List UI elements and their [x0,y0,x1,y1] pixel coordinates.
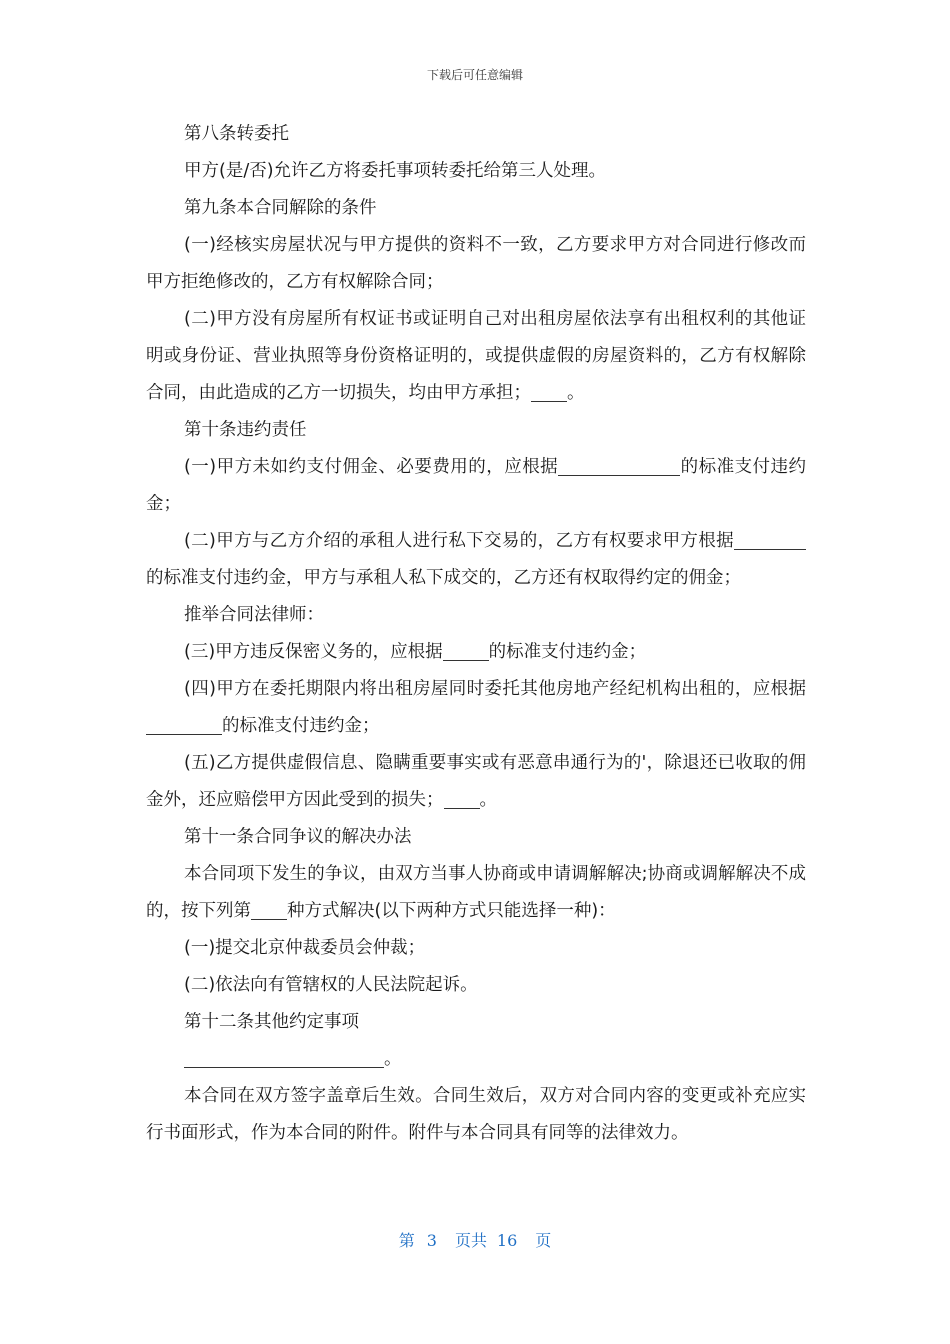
clause-end: 的标准支付违约金； [222,716,380,736]
document-body [146,116,806,1152]
article-10-clause-5 [146,745,806,819]
blank-field[interactable] [443,642,489,661]
blank-field[interactable] [184,1049,384,1068]
article-10-clause-1 [146,449,806,523]
clause-end: 种方式解决(以下两种方式只能选择一种)： [287,901,616,921]
article-9-clause-1: (一)经核实房屋状况与甲方提供的资料不一致，乙方要求甲方对合同进行修改而甲方拒绝修改的，乙方有权解除合同； [146,235,806,292]
clause-end: 。 [479,790,497,810]
blank-field[interactable] [734,531,762,550]
article-8-text: 甲方(是/否)允许乙方将委托事项转委托给第三人处理。 [184,161,607,181]
article-8-heading: 第八条转委托 [184,124,289,144]
footer-middle: 页共 [454,1231,487,1250]
article-12-heading: 第十二条其他约定事项 [184,1012,359,1032]
article-12-text [146,1041,806,1078]
blank-field[interactable] [762,531,806,550]
clause-end: 。 [384,1049,402,1069]
footer-suffix: 页 [535,1231,552,1250]
article-11-option-2: (二)依法向有管辖权的人民法院起诉。 [184,975,478,995]
article-10-clause-3 [146,634,806,671]
article-10-heading: 第十条违约责任 [184,420,307,440]
footer-page-number: 3 [426,1231,437,1250]
article-11-option-1: (一)提交北京仲裁委员会仲裁； [184,938,426,958]
footer-prefix: 第 [398,1231,415,1250]
blank-field[interactable] [251,901,287,920]
clause-text: (一)甲方未如约支付佣金、必要费用的，应根据 [184,457,559,477]
clause-text: (五)乙方提供虚假信息、隐瞒重要事实或有恶意串通行为的'，除退还已收取的佣金外，还应赔偿甲方因此受到的损失； [146,753,806,810]
blank-field[interactable] [558,457,680,476]
clause-text: 本合同项下发生的争议，由双方当事人协商或申请调解解决;协商或调解解决不成的，按下列第 [146,864,806,921]
article-11-text [146,856,806,930]
header-note: 下载后可任意编辑 [426,68,523,82]
article-9-clause-2 [146,301,806,412]
clause-text: (二)甲方没有房屋所有权证书或证明自己对出租房屋依法享有出租权利的其他证明或身份证、营业执照等身份资格证明的，或提供虚假的房屋资料的，乙方有权解除合同，由此造成的乙方一切损失，均由甲方承担； [146,309,806,403]
clause-end: 的标准支付违约金，甲方与承租人私下成交的，乙方还有权取得约定的佣金； [146,568,741,588]
article-11-heading: 第十一条合同争议的解决办法 [184,827,412,847]
clause-text: (四)甲方在委托期限内将出租房屋同时委托其他房地产经纪机构出租的，应根据 [184,679,806,699]
blank-field[interactable] [531,383,567,402]
clause-end: 。 [567,383,585,403]
blank-field[interactable] [444,790,480,809]
clause-text: (三)甲方违反保密义务的，应根据 [184,642,443,662]
recommend-lawyer: 推举合同法律师： [184,605,324,625]
article-9-heading: 第九条本合同解除的条件 [184,198,377,218]
page-footer [0,1228,950,1251]
clause-end: 的标准支付违约金； [146,457,806,514]
article-10-clause-2 [146,523,806,597]
effective-clause: 本合同在双方签字盖章后生效。合同生效后，双方对合同内容的变更或补充应实行书面形式，作为本合同的附件。附件与本合同具有同等的法律效力。 [146,1086,806,1143]
footer-total-pages: 16 [496,1231,518,1250]
clause-text: (二)甲方与乙方介绍的承租人进行私下交易的，乙方有权要求甲方根据 [184,531,734,551]
article-10-clause-4 [146,671,806,745]
blank-field[interactable] [146,716,222,735]
clause-end: 的标准支付违约金； [488,642,647,662]
